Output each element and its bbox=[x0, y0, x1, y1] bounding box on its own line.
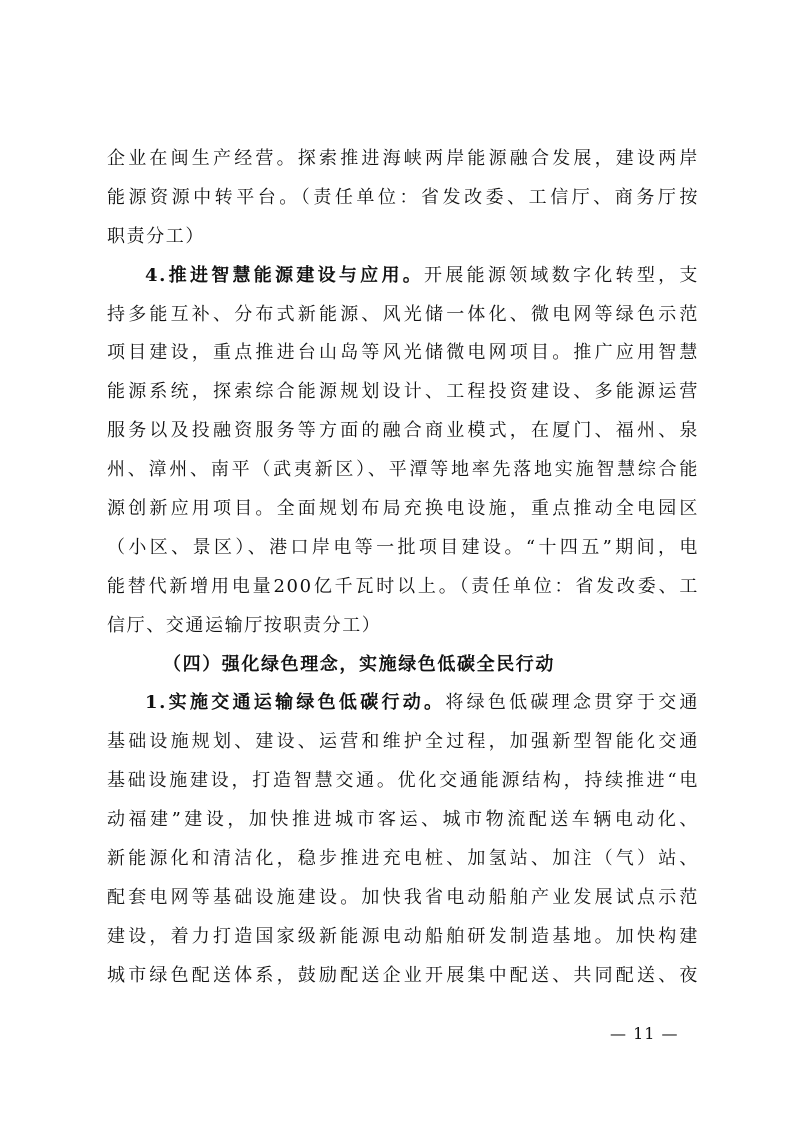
paragraph-line: 服务以及投融资服务等方面的融合商业模式，在厦门、福州、泉 bbox=[107, 420, 699, 442]
paragraph-line: 职责分工） bbox=[107, 225, 205, 247]
paragraph-line: 能源系统，探索综合能源规划设计、工程投资建设、多能源运营 bbox=[107, 381, 699, 403]
paragraph-line: 城市绿色配送体系，鼓励配送企业开展集中配送、共同配送、夜 bbox=[107, 964, 699, 986]
paragraph-line: 基础设施规划、建设、运营和维护全过程，加强新型智能化交通 bbox=[107, 731, 699, 753]
paragraph-line: 企业在闽生产经营。探索推进海峡两岸能源融合发展，建设两岸 bbox=[107, 148, 699, 169]
paragraph-line: 持多能互补、分布式新能源、风光储一体化、微电网等绿色示范 bbox=[107, 303, 699, 325]
paragraph-heading-line bbox=[107, 257, 699, 296]
item-text: 将绿色低碳理念贯穿于交通 bbox=[445, 692, 699, 714]
paragraph-line: 州、漳州、南平（武夷新区）、平潭等地率先落地实施智慧综合能 bbox=[107, 459, 699, 481]
item-heading: 1.实施交通运输绿色低碳行动。 bbox=[145, 692, 446, 714]
paragraph-line: （小区、景区）、港口岸电等一批项目建设。“十四五”期间，电 bbox=[107, 536, 699, 558]
paragraph-line: 建设，着力打造国家级新能源电动船舶研发制造基地。加快构建 bbox=[107, 925, 699, 947]
body-text bbox=[107, 140, 699, 996]
paragraph-line: 源创新应用项目。全面规划布局充换电设施，重点推动全电园区 bbox=[107, 498, 699, 520]
page-number: — 11 — bbox=[610, 1024, 679, 1043]
paragraph-line: 配套电网等基础设施建设。加快我省电动船舶产业发展试点示范 bbox=[107, 886, 699, 908]
paragraph-line: 动福建”建设，加快推进城市客运、城市物流配送车辆电动化、 bbox=[107, 809, 699, 831]
paragraph-line: 能源资源中转平台。（责任单位：省发改委、工信厅、商务厅按 bbox=[107, 186, 699, 208]
paragraph-heading-line bbox=[107, 684, 699, 723]
paragraph-line: 信厅、交通运输厅按职责分工） bbox=[107, 614, 382, 636]
item-heading: 4.推进智慧能源建设与应用。 bbox=[145, 264, 425, 286]
section-heading: （四）强化绿色理念，实施绿色低碳全民行动 bbox=[163, 653, 555, 675]
item-text: 开展能源领域数字化转型，支 bbox=[424, 264, 699, 286]
paragraph-line: 新能源化和清洁化，稳步推进充电桩、加氢站、加注（气）站、 bbox=[107, 848, 699, 870]
paragraph-line: 能替代新增用电量200亿千瓦时以上。（责任单位：省发改委、工 bbox=[107, 575, 699, 597]
paragraph-line: 基础设施建设，打造智慧交通。优化交通能源结构，持续推进“电 bbox=[107, 770, 699, 792]
paragraph-line: 项目建设，重点推进台山岛等风光储微电网项目。推广应用智慧 bbox=[107, 342, 699, 364]
